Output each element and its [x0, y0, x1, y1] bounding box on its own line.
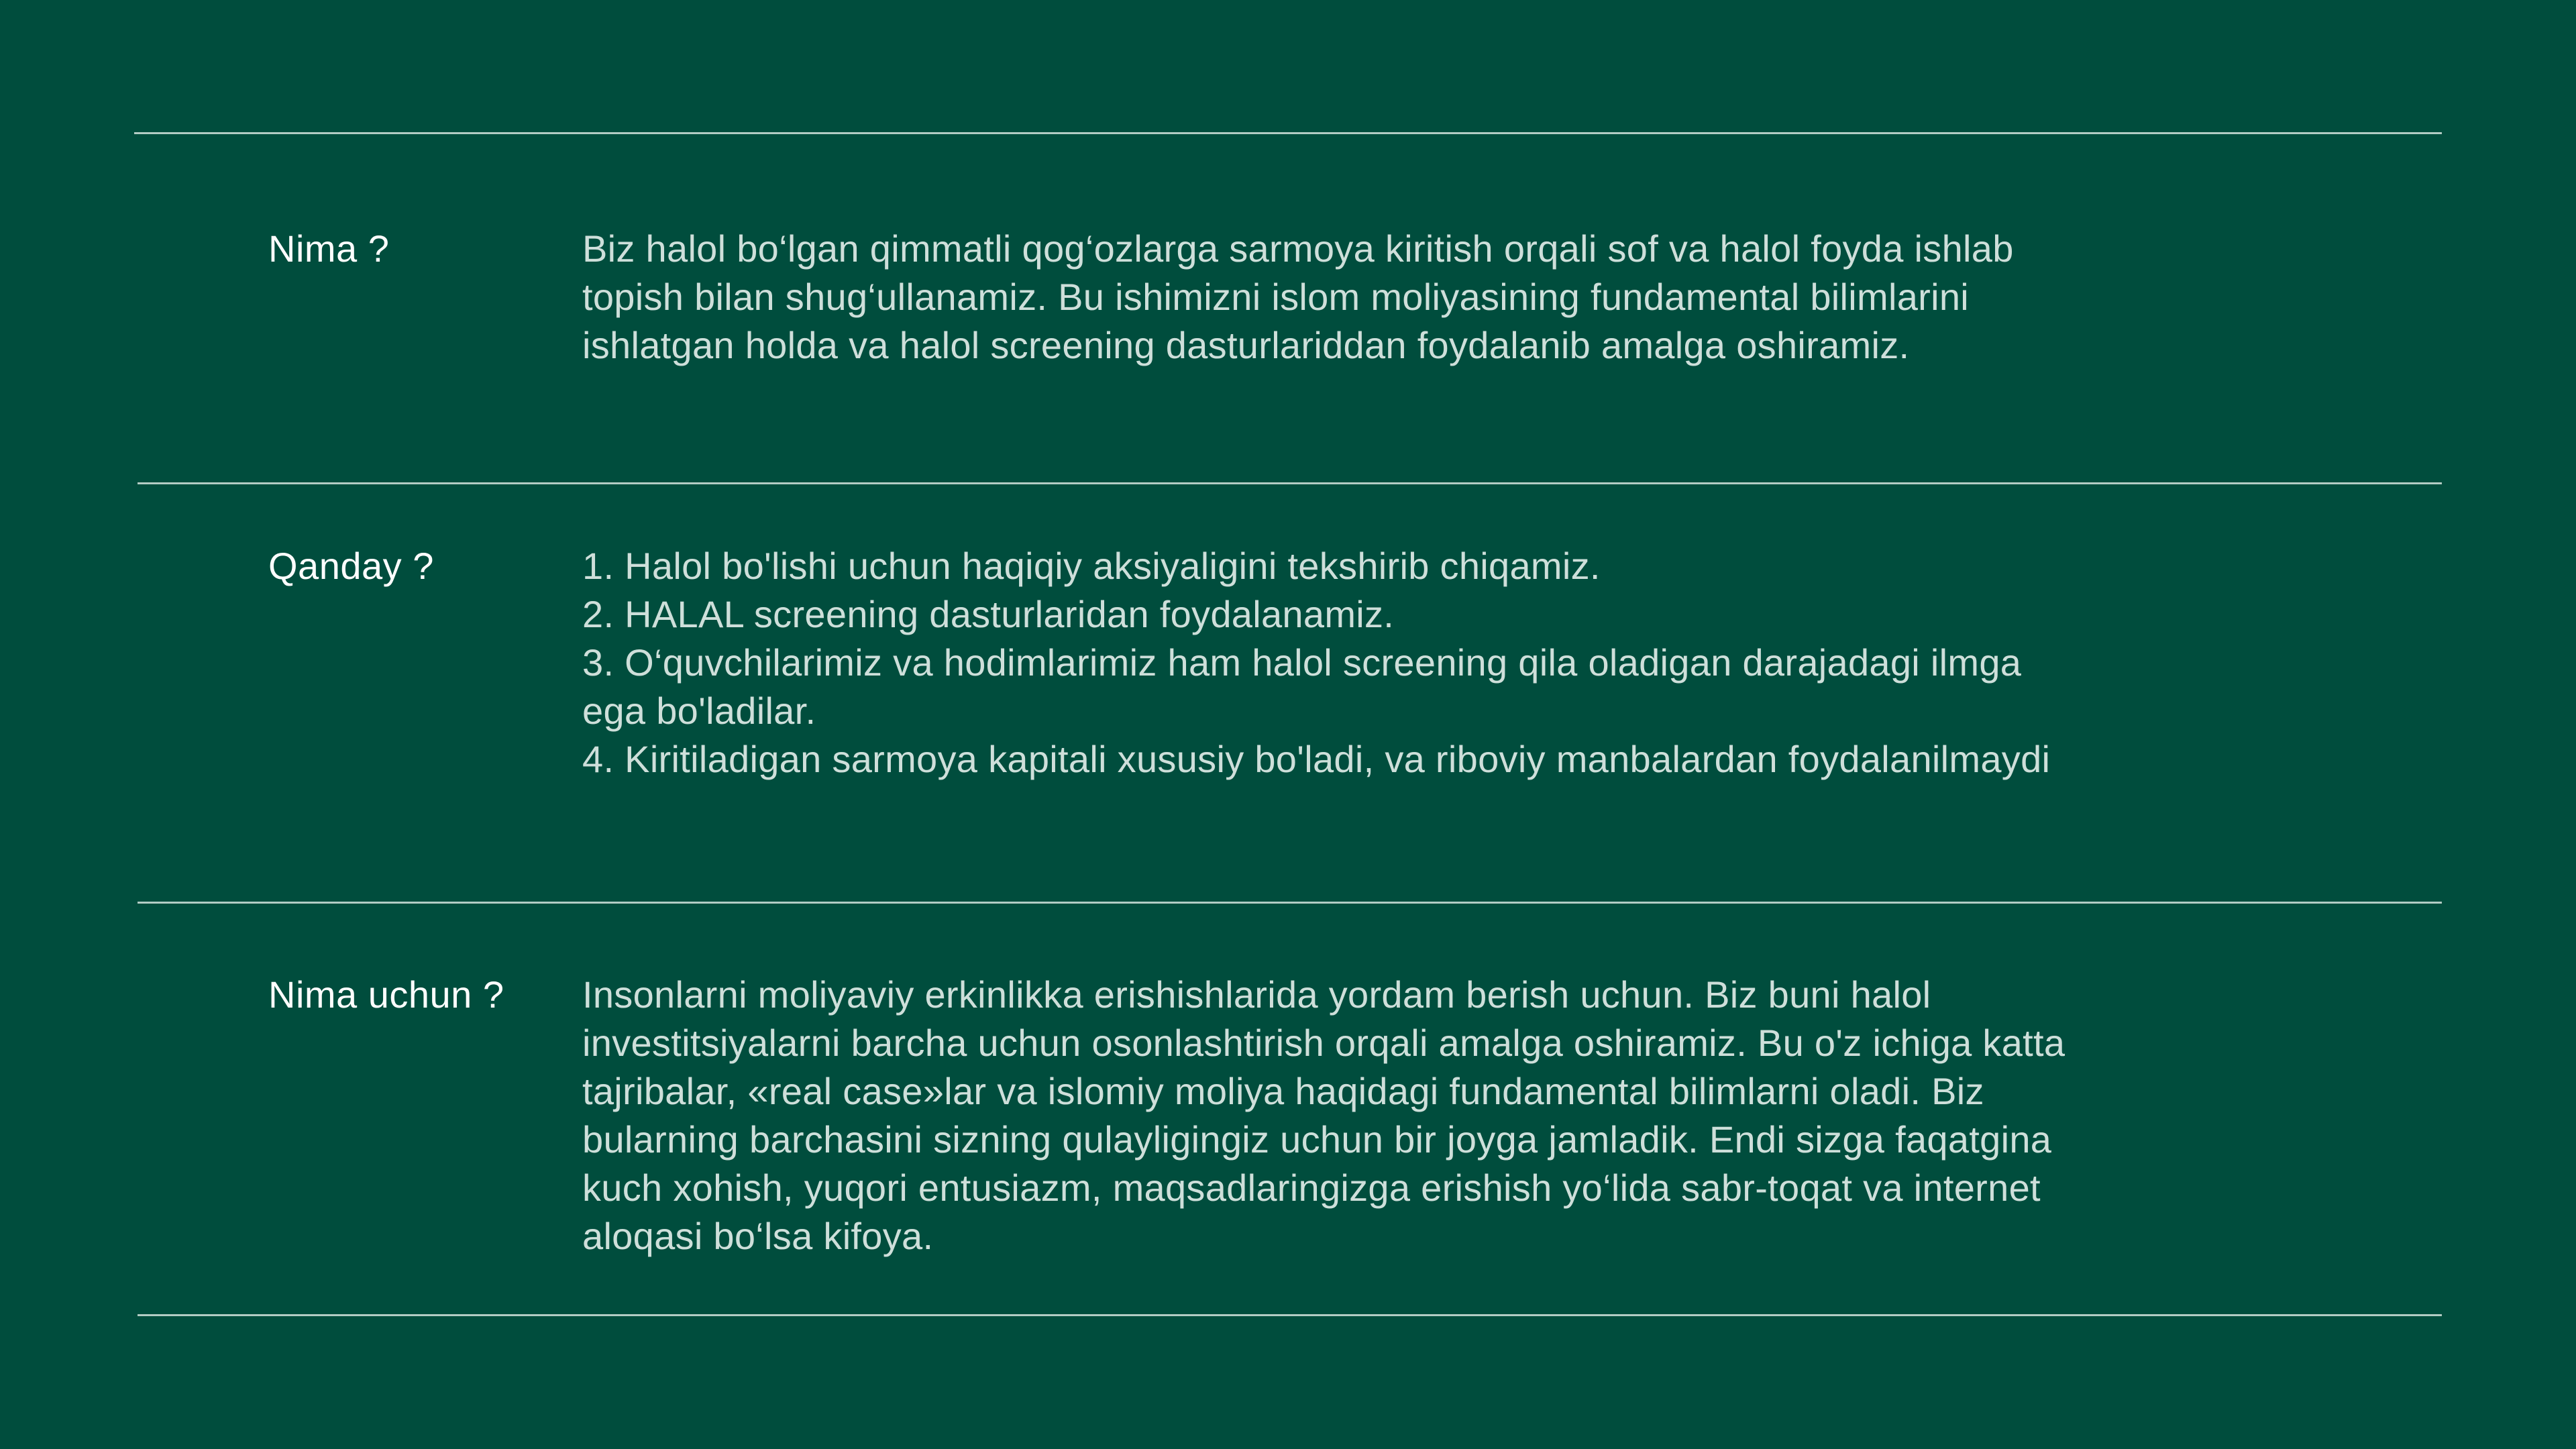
text-line: bularning barchasini sizning qulayligingiz uchun bir joyga jamladik. Endi sizga faqatgina — [582, 1118, 2052, 1161]
text-line: tajribalar, «real case»lar va islomiy moliya haqidagi fundamental bilimlarni oladi. Biz — [582, 1070, 1984, 1112]
text-line: Insonlarni moliyaviy erkinlikka erishishlarida yordam berish uchun. Biz buni halol — [582, 973, 1931, 1016]
section-label-nima-uchun: Nima uchun ? — [268, 973, 504, 1016]
divider-bottom — [138, 1314, 2442, 1316]
list-item: 3. O‘quvchilarimiz va hodimlarimiz ham halol screening qila oladigan darajadagi ilmga — [582, 641, 2022, 684]
section-text-qanday — [582, 542, 2300, 784]
text-line: topish bilan shug‘ullanamiz. Bu ishimizni islom moliyasining fundamental bilimlarini — [582, 276, 1970, 318]
divider-top — [134, 132, 2442, 134]
section-label-qanday: Qanday ? — [268, 545, 434, 587]
section-text-nima-uchun — [582, 971, 2300, 1260]
list-item: 2. HALAL screening dasturlaridan foydalanamiz. — [582, 593, 1395, 635]
section-text-nima — [582, 225, 2300, 370]
text-line: investitsiyalarni barcha uchun osonlashtirish orqali amalga oshiramiz. Bu o'z ichiga katta — [582, 1022, 2065, 1064]
text-line: kuch xohish, yuqori entusiazm, maqsadlaringizga erishish yo‘lida sabr-toqat va internet — [582, 1167, 2041, 1209]
text-line: Biz halol bo‘lgan qimmatli qog‘ozlarga sarmoya kiritish orqali sof va halol foyda ishlab — [582, 227, 2014, 270]
list-item-continuation: ega bo'ladilar. — [582, 690, 816, 732]
section-label-nima: Nima ? — [268, 227, 390, 270]
divider-after-qanday — [138, 902, 2442, 904]
list-item: 1. Halol bo'lishi uchun haqiqiy aksiyaligini tekshirib chiqamiz. — [582, 545, 1601, 587]
text-line: aloqasi bo‘lsa kifoya. — [582, 1215, 934, 1257]
divider-after-nima — [138, 482, 2442, 484]
list-item: 4. Kiritiladigan sarmoya kapitali xususiy bo'ladi, va riboviy manbalardan foydalanilmaydi — [582, 738, 2051, 780]
text-line: ishlatgan holda va halol screening dasturlariddan foydalanib amalga oshiramiz. — [582, 324, 1910, 366]
